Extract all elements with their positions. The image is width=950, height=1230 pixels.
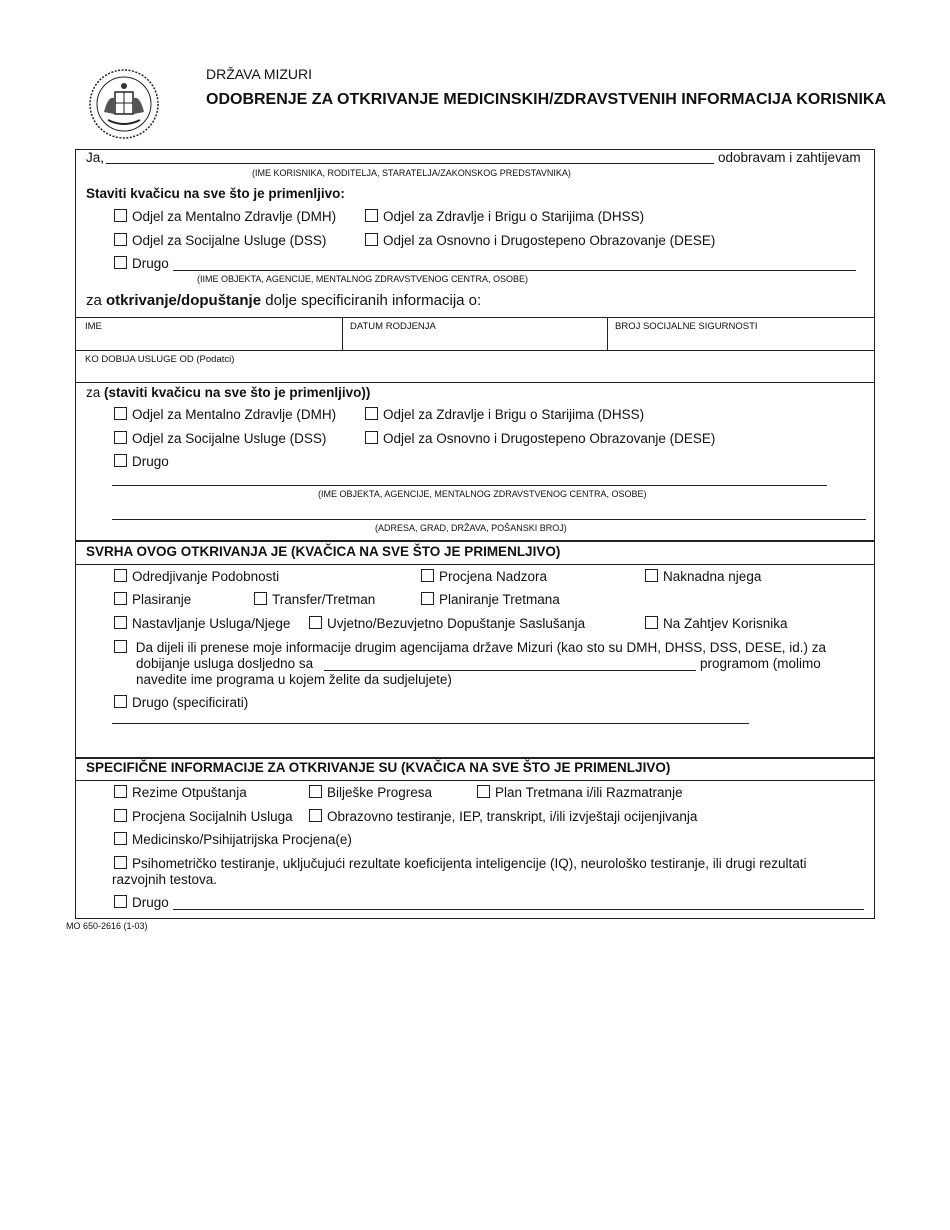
option-label: Obrazovno testiranje, IEP, transkript, i/ili izvještaji ocijenjivanja <box>327 809 698 824</box>
checkbox-icon <box>114 616 127 629</box>
divider <box>75 540 875 542</box>
from-dmh-checkbox[interactable] <box>114 209 336 224</box>
to-address-caption: (ADRESA, GRAD, DRŽAVA, POŠANSKI BROJ) <box>375 523 567 533</box>
option-label: Drugo <box>132 454 169 469</box>
disclosure-label: za otkrivanje/dopuštanje dolje specificiranih informacija o: <box>86 292 482 309</box>
purpose-treatment-planning-checkbox[interactable] <box>421 592 560 607</box>
to-facility-field[interactable] <box>112 485 827 486</box>
option-label: Procjena Socijalnih Usluga <box>132 809 293 824</box>
specific-medical-checkbox[interactable] <box>114 832 352 847</box>
checkbox-icon <box>114 209 127 222</box>
program-name-field[interactable] <box>324 670 696 671</box>
checkbox-icon <box>645 569 658 582</box>
option-label: Odjel za Socijalne Usluge (DSS) <box>132 233 327 248</box>
option-label: Odjel za Socijalne Usluge (DSS) <box>132 431 327 446</box>
option-label: Da dijeli ili prenese moje informacije drugim agencijama države Mizuri (kao sto su DMH, DHSS, DSS, DESE, id.) za <box>135 640 827 655</box>
option-label: Rezime Otpuštanja <box>132 785 247 800</box>
authorize-text: odobravam i zahtijevam <box>718 150 861 165</box>
checkbox-icon <box>114 640 127 653</box>
client-name-field[interactable]: IME <box>85 321 102 332</box>
option-label: Naknadna njega <box>663 569 762 584</box>
specific-discharge-checkbox[interactable] <box>114 785 247 800</box>
from-other-checkbox[interactable] <box>114 256 169 271</box>
checkbox-icon <box>365 407 378 420</box>
checkbox-icon <box>114 809 127 822</box>
checkbox-icon <box>309 616 322 629</box>
psychometric-continuation: razvojnih testova. <box>112 872 218 887</box>
checkbox-icon <box>114 256 127 269</box>
purpose-heading: SVRHA OVOG OTKRIVANJA JE (KVAČICA NA SVE ŠTO JE PRIMENLJIVO) <box>86 544 561 559</box>
check-all-label: Staviti kvačicu na sve što je primenljivo: <box>86 186 345 201</box>
checkbox-icon <box>365 431 378 444</box>
option-label: Odjel za Mentalno Zdravlje (DMH) <box>132 407 337 422</box>
from-dhss-checkbox[interactable] <box>365 209 644 224</box>
checkbox-icon <box>114 592 127 605</box>
divider <box>75 382 875 383</box>
checkbox-icon <box>365 209 378 222</box>
client-dob-field[interactable]: DATUM RODJENJA <box>350 321 436 332</box>
specific-heading: SPECIFIČNE INFORMACIJE ZA OTKRIVANJE SU (KVAČICA NA SVE ŠTO JE PRIMENLJIVO) <box>86 760 671 775</box>
checkbox-icon <box>114 856 127 869</box>
purpose-other-field[interactable] <box>112 723 749 724</box>
purpose-other-checkbox[interactable] <box>114 695 248 710</box>
specific-treatment-plan-checkbox[interactable] <box>477 785 683 800</box>
option-label: Uvjetno/Bezuvjetno Dopuštanje Saslušanja <box>327 616 586 631</box>
purpose-transfer-checkbox[interactable] <box>254 592 375 607</box>
from-other-caption: (IIME OBJEKTA, AGENCIJE, MENTALNOG ZDRAVSTVENOG CENTRA, OSOBE) <box>197 274 529 284</box>
from-dss-checkbox[interactable] <box>114 233 326 248</box>
specific-education-checkbox[interactable] <box>309 809 697 824</box>
divider <box>75 780 875 781</box>
checkbox-icon <box>477 785 490 798</box>
option-label: Procjena Nadzora <box>439 569 548 584</box>
option-label: Odjel za Osnovno i Drugostepeno Obrazovanje (DESE) <box>383 431 716 446</box>
option-label: Nastavljanje Usluga/Njege <box>132 616 291 631</box>
option-label: Drugo (specificirati) <box>132 695 249 710</box>
to-dss-checkbox[interactable] <box>114 431 326 446</box>
divider <box>75 350 875 351</box>
divider <box>75 317 875 318</box>
checkbox-icon <box>114 695 127 708</box>
specific-social-checkbox[interactable] <box>114 809 293 824</box>
option-label: Transfer/Tretman <box>272 592 376 607</box>
from-other-field[interactable] <box>173 270 856 271</box>
state-seal-icon <box>88 68 160 140</box>
checkbox-icon <box>114 431 127 444</box>
authorization-form <box>75 149 875 919</box>
ja-label: Ja, <box>86 150 105 165</box>
from-dese-checkbox[interactable] <box>365 233 715 248</box>
to-dmh-checkbox[interactable] <box>114 407 336 422</box>
option-label: Bilješke Progresa <box>327 785 433 800</box>
checkbox-icon <box>421 592 434 605</box>
checkbox-icon <box>114 832 127 845</box>
services-from-field[interactable]: KO DOBIJA USLUGE OD (Podatci) <box>85 354 235 365</box>
to-address-field[interactable] <box>112 519 866 520</box>
purpose-client-request-checkbox[interactable] <box>645 616 788 631</box>
divider <box>75 564 875 565</box>
option-label: Psihometričko testiranje, uključujući rezultate koeficijenta inteligencije (IQ), neurološko testiranje, ili drugi rezultati <box>132 856 807 871</box>
specific-psychometric-checkbox[interactable] <box>114 856 807 871</box>
specific-progress-checkbox[interactable] <box>309 785 432 800</box>
option-label: Planiranje Tretmana <box>439 592 560 607</box>
option-label: Na Zahtjev Korisnika <box>663 616 788 631</box>
checkbox-icon <box>309 785 322 798</box>
specific-other-field[interactable] <box>173 909 864 910</box>
to-other-checkbox[interactable] <box>114 454 169 469</box>
form-number: MO 650-2616 (1-03) <box>66 921 148 931</box>
form-title: ODOBRENJE ZA OTKRIVANJE MEDICINSKIH/ZDRAVSTVENIH INFORMACIJA KORISNIKA <box>206 91 887 108</box>
purpose-hearing-checkbox[interactable] <box>309 616 585 631</box>
checkbox-icon <box>254 592 267 605</box>
to-facility-caption: (IME OBJEKTA, AGENCIJE, MENTALNOG ZDRAVSTVENOG CENTRA, OSOBE) <box>318 489 647 499</box>
option-label: Drugo <box>132 256 169 271</box>
purpose-supervision-checkbox[interactable] <box>421 569 547 584</box>
checkbox-icon <box>114 569 127 582</box>
option-label: Odjel za Mentalno Zdravlje (DMH) <box>132 209 337 224</box>
purpose-compensation-checkbox[interactable] <box>645 569 761 584</box>
checkbox-icon <box>421 569 434 582</box>
checkbox-icon <box>114 407 127 420</box>
share-program-label: dobijanje usluga dosljedno sa <box>136 656 314 671</box>
authorizer-caption: (IME KORISNIKA, RODITELJA, STARATELJA/ZAKONSKOG PREDSTAVNIKA) <box>252 168 571 178</box>
checkbox-icon <box>365 233 378 246</box>
share-program-suffix: programom (molimo <box>700 656 821 671</box>
purpose-continuation-checkbox[interactable] <box>114 616 290 631</box>
checkbox-icon <box>645 616 658 629</box>
divider <box>75 757 875 759</box>
option-label: Odredjivanje Podobnosti <box>132 569 280 584</box>
option-label: Odjel za Zdravlje i Brigu o Starijima (DHSS) <box>383 209 645 224</box>
option-label: Drugo <box>132 895 169 910</box>
option-label: Medicinsko/Psihijatrijska Procjena(e) <box>132 832 352 847</box>
divider <box>342 317 343 350</box>
purpose-placement-checkbox[interactable] <box>114 592 191 607</box>
to-label: za (staviti kvačicu na sve što je primenljivo)) <box>86 385 371 400</box>
purpose-eligibility-checkbox[interactable] <box>114 569 279 584</box>
client-ssn-field[interactable]: BROJ SOCIJALNE SIGURNOSTI <box>615 321 758 332</box>
to-dese-checkbox[interactable] <box>365 431 715 446</box>
share-program-note: navedite ime programa u kojem želite da sudjelujete) <box>136 672 452 687</box>
option-label: Plasiranje <box>132 592 192 607</box>
checkbox-icon <box>114 785 127 798</box>
specific-other-checkbox[interactable] <box>114 895 169 910</box>
option-label: Odjel za Osnovno i Drugostepeno Obrazovanje (DESE) <box>383 233 716 248</box>
divider <box>607 317 608 350</box>
checkbox-icon <box>114 233 127 246</box>
purpose-share-checkbox[interactable] <box>114 640 826 655</box>
option-label: Plan Tretmana i/ili Razmatranje <box>495 785 683 800</box>
authorizer-name-field[interactable] <box>106 163 714 164</box>
checkbox-icon <box>114 454 127 467</box>
checkbox-icon <box>309 809 322 822</box>
state-name: DRŽAVA MIZURI <box>206 66 313 82</box>
option-label: Odjel za Zdravlje i Brigu o Starijima (DHSS) <box>383 407 645 422</box>
to-dhss-checkbox[interactable] <box>365 407 644 422</box>
checkbox-icon <box>114 895 127 908</box>
